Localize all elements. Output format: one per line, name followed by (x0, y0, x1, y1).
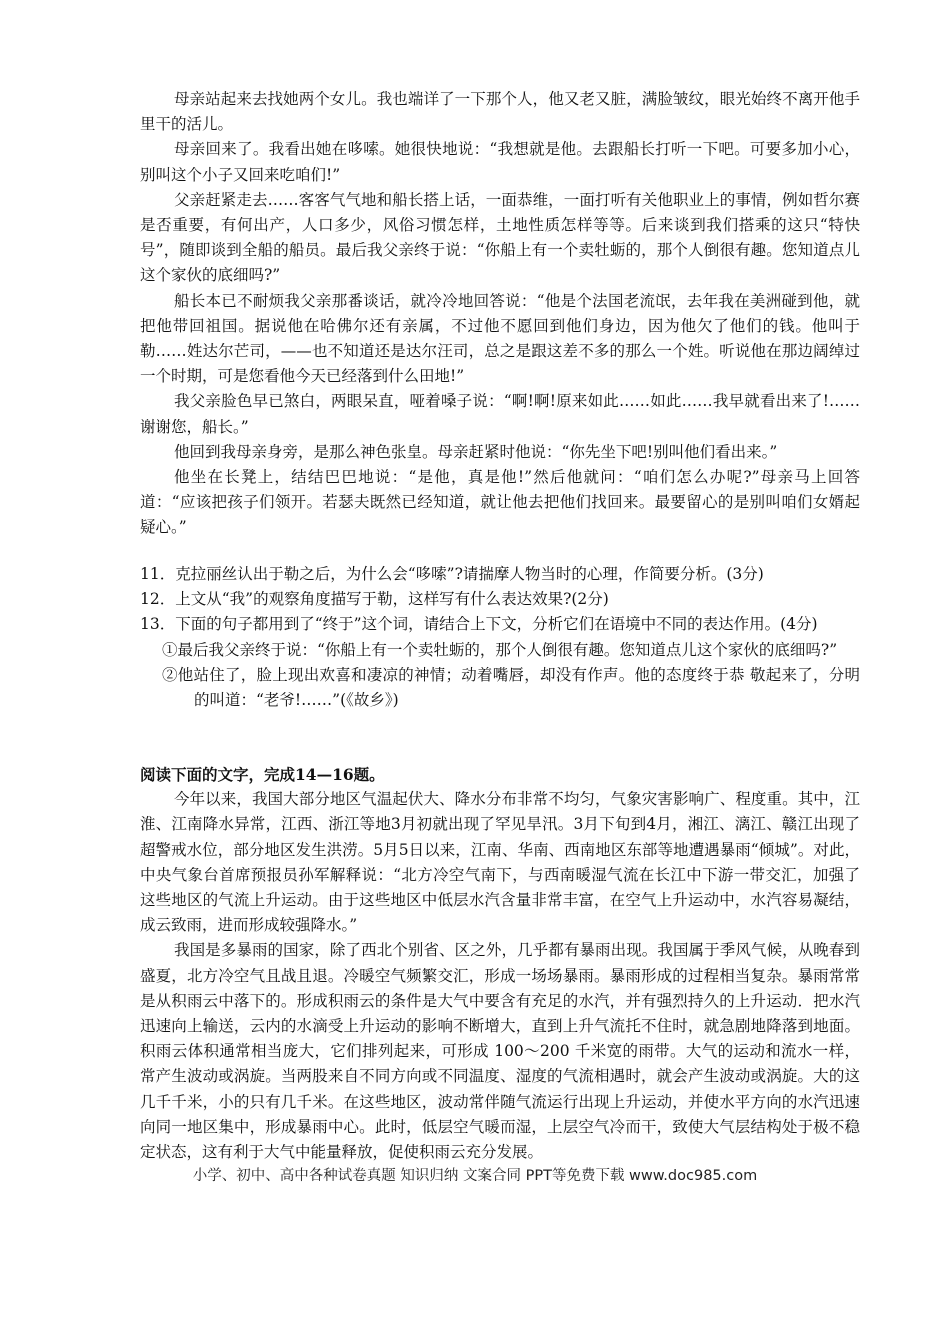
passage-1-paragraph: 母亲回来了。我看出她在哆嗦。她很快地说：“我想就是他。去跟船长打听一下吧。可要多加小心，别叫这个小子又回来吃咱们!” (140, 140, 860, 184)
section-2-heading: 阅读下面的文字，完成14—16题。 (140, 765, 385, 784)
question-13: 13．下面的句子都用到了“终于”这个词，请结合上下文，分析它们在语境中不同的表达作用。(4分) (140, 615, 818, 634)
passage-1 (140, 87, 860, 541)
question-12: 12．上文从“我”的观察角度描写于勒，这样写有什么表达效果?(2分) (140, 590, 609, 609)
question-13-sentence-1: ①最后我父亲终于说：“你船上有一个卖牡蛎的，那个人倒很有趣。您知道点儿这个家伙的底细吗?” (162, 640, 838, 659)
passage-1-paragraph: 他坐在长凳上，结结巴巴地说：“是他，真是他!”然后他就问：“咱们怎么办呢?”母亲马上回答道：“应该把孩子们领开。若瑟夫既然已经知道，就让他去把他们找回来。最要留心的是别叫咱们女婿起疑心。” (140, 468, 860, 537)
section-2 (140, 762, 860, 1165)
page-footer: 小学、初中、高中各种试卷真题 知识归纳 文案合同 PPT等免费下载 www.doc985.com (192, 1168, 758, 1184)
passage-2-paragraph: 今年以来，我国大部分地区气温起伏大、降水分布非常不均匀，气象灾害影响广、程度重。其中，江淮、江南降水异常，江西、浙江等地3月初就出现了罕见旱汛。3月下旬到4月，湘江、漓江、赣江出现了超警戒水位，部分地区发生洪涝。5月5日以来，江南、华南、西南地区东部等地遭遇暴雨“倾城”。对此，中央气象台首席预报员孙军解释说：“北方冷空气南下，与西南暖湿气流在长江中下游一带交汇，加强了这些地区的气流上升运动。由于这些地区中低层水汽含量非常丰富，在空气上升运动中，水汽容易凝结，成云致雨，进而形成较强降水。” (140, 790, 860, 935)
question-13-sentence-2: ②他站住了，脸上现出欢喜和凄凉的神情；动着嘴唇，却没有作声。他的态度终于恭 敬起来了，分明的叫道：“老爷!……”(《故乡》) (162, 665, 860, 710)
passage-2-paragraph: 我国是多暴雨的国家，除了西北个别省、区之外，几乎都有暴雨出现。我国属于季风气候，从晚春到盛夏，北方冷空气且战且退。冷暖空气频繁交汇，形成一场场暴雨。暴雨形成的过程相当复杂。暴雨常常是从积雨云中落下的。形成积雨云的条件是大气中要含有充足的水汽，并有强烈持久的上升运动．把水汽迅速向上输送，云内的水滴受上升运动的影响不断增大，直到上升气流托不住时，就急剧地降落到地面。积雨云体积通常相当庞大，它们排列起来，可形成 100～200 千米宽的雨带。大气的运动和流水一样，常产生波动或涡旋。当两股来自不同方向或不同温度、湿度的气流相遇时，就会产生波动或涡旋。大的这几千千米，小的只有几千米。在这些地区，波动常伴随气流运行出现上升运动，并使水平方向的水汽迅速向同一地区集中，形成暴雨中心。此时，低层空气暖而湿，上层空气冷而干，致使大气层结构处于极不稳定状态，这有利于大气中能量释放，促使积雨云充分发展。 (140, 941, 860, 1162)
passage-1-paragraph: 母亲站起来去找她两个女儿。我也端详了一下那个人，他又老又脏，满脸皱纹，眼光始终不离开他手里干的活儿。 (140, 90, 860, 134)
passage-1-paragraph: 父亲赶紧走去……客客气气地和船长搭上话，一面恭维，一面打听有关他职业上的事情，例如哲尔赛是否重要，有何出产，人口多少，风俗习惯怎样，土地性质怎样等等。后来谈到我们搭乘的这只“特快号”，随即谈到全船的船员。最后我父亲终于说：“你船上有一个卖牡蛎的，那个人倒很有趣。您知道点儿这个家伙的底细吗?” (140, 190, 860, 285)
passage-1-paragraph: 他回到我母亲身旁，是那么神色张皇。母亲赶紧时他说：“你先坐下吧!别叫他们看出来。” (174, 442, 778, 461)
passage-1-paragraph: 船长本已不耐烦我父亲那番谈话，就冷冷地回答说：“他是个法国老流氓，去年我在美洲碰到他，就把他带回祖国。据说他在哈佛尔还有亲属，不过他不愿回到他们身边，因为他欠了他们的钱。他叫于勒……姓达尔芒司，——也不知道还是达尔汪司，总之是跟这差不多的那么一个姓。听说他在那边阔绰过一个时期，可是您看他今天已经落到什么田地!” (140, 291, 860, 386)
passage-1-paragraph: 我父亲脸色早已煞白，两眼呆直，哑着嗓子说：“啊!啊!原来如此……如此……我早就看出来了!……谢谢您，船长。” (140, 392, 860, 436)
question-11: 11．克拉丽丝认出于勒之后，为什么会“哆嗦”?请揣摩人物当时的心理，作简要分析。(3分) (140, 565, 764, 583)
questions-block (140, 562, 860, 713)
